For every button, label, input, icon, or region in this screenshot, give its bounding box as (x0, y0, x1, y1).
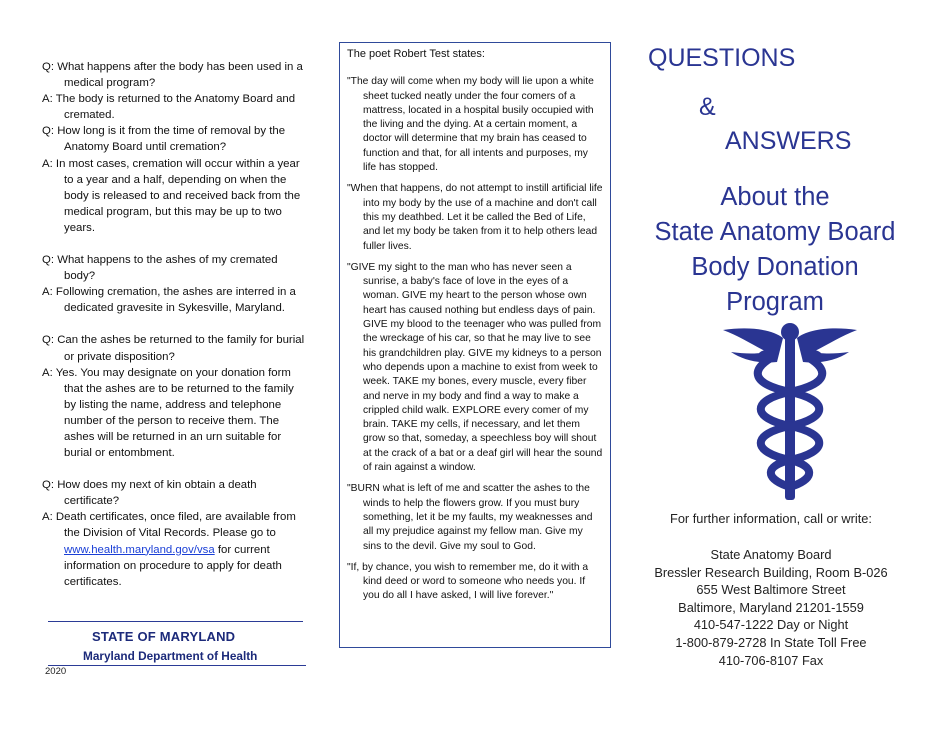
program-title-line: Program (726, 288, 824, 316)
poem-stanza: "BURN what is left of me and scatter the ashes to the winds to help the flowers grow. If you must bury something, let it be my faults, my weaknesses and all my prejudice against my fellow man. Give my sins to the devil. Give my soul to God. (347, 483, 593, 552)
faq-line: Q: What happens after the body has been used in a medical program? (42, 61, 303, 90)
poem-intro: The poet Robert Test states: (347, 48, 485, 60)
poem-box (339, 42, 611, 648)
poem-stanza: "GIVE my sight to the man who has never seen a sunrise, a baby's face of love in the eyes of a woman. GIVE my heart to the person whose own heart has caused nothing but endless days of pain. GIVE my blood to the teenager who was pulled from the wreckage of his car, so that he may live to see his grandchildren play. GIVE my kidneys to a person who depends upon a machine to exist from week to week. TAKE my bones, every muscle, every fiber and nerve in my body and find a way to make a crippled child walk. EXPLORE every comer of my brain. TAKE my cells, if necessary, and let them grow so that, someday, a speechless boy will shout at the crack of a bat or a deaf girl will hear the sound of rain against a window. (347, 261, 603, 474)
faq-group-3 (42, 332, 307, 461)
heading-answers: ANSWERS (725, 127, 852, 155)
answer-text-start: A: Death certificates, once filed, are available from the Division of Vital Records. Please go to (42, 511, 296, 540)
faq-line: A: Yes. You may designate on your donation form that the ashes are to be returned to the family by listing the name, address and telephone number of the person to receive them. The ashes will be returned in an urn suitable for burial or entombment. (42, 366, 294, 460)
caduceus-icon (721, 318, 859, 502)
publication-year: 2020 (45, 666, 67, 677)
state-title: STATE OF MARYLAND (92, 629, 236, 644)
program-title-line: State Anatomy Board (654, 218, 896, 246)
divider-line (48, 665, 306, 666)
contact-building: Bressler Research Building, Room B-026 (654, 564, 888, 580)
faq-line: Q: Can the ashes be returned to the family for burial or private disposition? (42, 334, 305, 363)
poem-stanza: "When that happens, do not attempt to instill artificial life into my body by the use of a machine and don't call this my deathbed. Let it be called the Bed of Life, and let my body be taken from it to help others lead fuller lives. (347, 183, 603, 252)
faq-line: Q: How long is it from the time of removal by the Anatomy Board until cremation? (42, 125, 286, 154)
divider-line (48, 621, 303, 622)
faq-answer (42, 509, 307, 589)
faq-line: A: In most cases, cremation will occur within a year to a year and a half, depending on when the body is released to and received back from the medical program, but this may be up to two years. (42, 157, 301, 234)
contact-org: State Anatomy Board (710, 547, 832, 562)
vital-records-link[interactable]: www.health.maryland.gov/vsa (64, 543, 215, 556)
contact-phone: 410-547-1222 Day or Night (693, 617, 849, 633)
department-name: Maryland Department of Health (83, 649, 258, 663)
further-info-label: For further information, call or write: (670, 511, 872, 526)
contact-block (640, 546, 902, 669)
faq-line: A: The body is returned to the Anatomy Board and cremated. (42, 93, 296, 122)
faq-line: Q: What happens to the ashes of my cremated body? (42, 254, 278, 283)
faq-group-1 (42, 59, 307, 236)
heading-ampersand: & (699, 93, 716, 121)
poem-stanza: "The day will come when my body will lie upon a white sheet tucked neatly under the four comers of a mattress, located in a hospital busily occupied with the living and the dying. At a certain moment, a doctor will determine that my brain has ceased to function and that, for all intents and purposes, my life has stopped. (347, 76, 594, 174)
poem-stanza: "If, by chance, you wish to remember me, do it with a kind deed or word to someone who needs you. If you do all I have asked, I will live forever." (347, 561, 589, 602)
program-title-line: About the (720, 183, 830, 211)
faq-question: Q: How does my next of kin obtain a death certificate? (42, 479, 257, 508)
contact-fax: 410-706-8107 Fax (718, 652, 824, 668)
answer-text-end: for current information on procedure to apply for death certificates. (64, 543, 282, 588)
faq-group-4 (42, 477, 307, 590)
program-title (640, 180, 910, 320)
faq-column (42, 59, 307, 606)
faq-line: A: Following cremation, the ashes are interred in a dedicated gravesite in Sykesville, Maryland. (42, 286, 296, 315)
faq-group-2 (42, 252, 307, 316)
heading-questions: QUESTIONS (648, 44, 796, 72)
contact-street: 655 West Baltimore Street (696, 582, 846, 598)
contact-city: Baltimore, Maryland 21201-1559 (678, 599, 864, 615)
program-title-line: Body Donation (691, 253, 859, 281)
contact-toll-free: 1-800-879-2728 In State Toll Free (675, 634, 867, 650)
